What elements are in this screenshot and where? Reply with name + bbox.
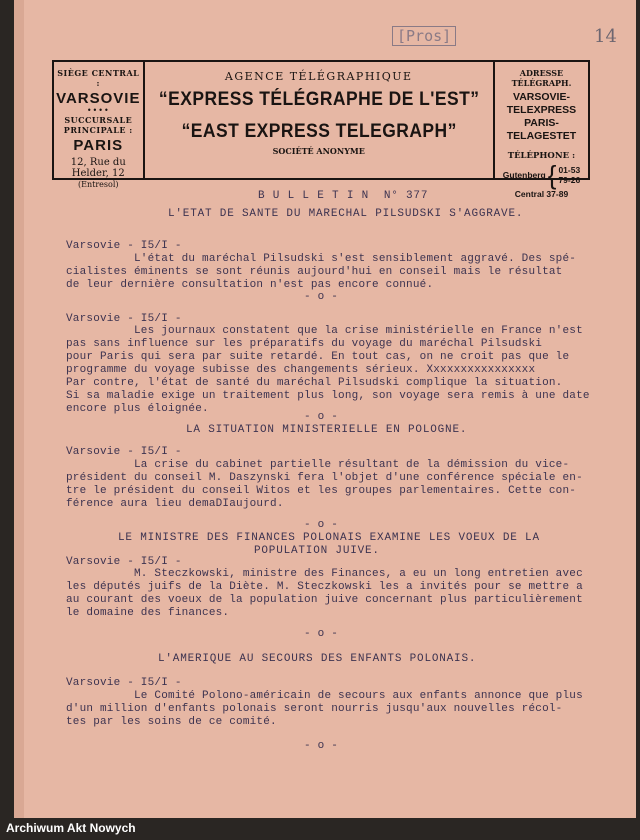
separator: - o - bbox=[304, 519, 339, 531]
archive-footer bbox=[0, 818, 640, 840]
headline: LA SITUATION MINISTERIELLE EN POLOGNE. bbox=[186, 424, 468, 436]
succursale-address: 12, Rue du Helder, 12 bbox=[70, 157, 126, 179]
archive-name: Archiwum Akt Nowych bbox=[6, 821, 136, 835]
text-line: Le Comité Polono-américain de secours aux enfants annonce que plus bbox=[66, 690, 583, 702]
phone-numbers bbox=[495, 160, 588, 190]
telephone-label: TÉLÉPHONE : bbox=[507, 151, 576, 161]
phone-exchange: Gutenberg bbox=[502, 170, 546, 180]
pencil-box-annotation: [Pros] bbox=[392, 26, 456, 46]
separator: - o - bbox=[304, 291, 339, 303]
agency-name-english: “EAST EXPRESS TELEGRAPH” bbox=[181, 121, 457, 142]
text-line: le domaine des finances. bbox=[66, 607, 230, 619]
brace-glyph: { bbox=[547, 160, 557, 190]
text-line: au courant des voeux de la population juive concernant plus particulièrement bbox=[66, 594, 583, 606]
societe-anonyme: SOCIÉTÉ ANONYME bbox=[272, 146, 365, 156]
succursale-label: SUCCURSALE PRINCIPALE : bbox=[63, 115, 133, 135]
text-line: d'un million d'enfants polonais seront nourris jusqu'aux nouvelles récol- bbox=[66, 703, 563, 715]
text-line: L'état du maréchal Pilsudski s'est sensiblement aggravé. Des spé- bbox=[66, 253, 577, 265]
succursale-city: PARIS bbox=[73, 137, 124, 154]
siege-label: SIÈGE CENTRAL : bbox=[57, 68, 140, 88]
phone-list bbox=[558, 163, 580, 187]
text-line: M. Steczkowski, ministre des Finances, a eu un long entretien avec bbox=[66, 568, 583, 580]
letterhead-contacts bbox=[493, 62, 588, 199]
telegraph-address-paris: PARIS-TELAGESTET bbox=[506, 117, 577, 142]
text-line: les députés juifs de la Diète. M. Steczkowski les a invités pour se mettre a bbox=[66, 581, 583, 593]
pencil-page-number: 14 bbox=[594, 26, 617, 47]
agency-label: AGENCE TÉLÉGRAPHIQUE bbox=[224, 70, 413, 83]
text-line: Les journaux constatent que la crise ministérielle en France n'est bbox=[66, 325, 583, 337]
dateline: Varsovie - I5/I - bbox=[66, 556, 182, 568]
page-edge bbox=[14, 0, 24, 818]
text-line: pour Paris qui sera par suite retardé. En tout cas, on ne croit pas que le bbox=[66, 351, 570, 363]
text-line: Si sa maladie exige un traitement plus long, son voyage sera remis à une date bbox=[66, 390, 590, 402]
text-line: président du conseil M. Daszynski fera l'objet d'une conférence spéciale en- bbox=[66, 472, 583, 484]
phone-central: Central 37-89 bbox=[514, 189, 569, 199]
headline: L'ETAT DE SANTE DU MARECHAL PILSUDSKI S'AGGRAVE. bbox=[168, 208, 524, 220]
phone-number: 01-53 bbox=[558, 165, 581, 175]
phone-number: 79-26 bbox=[558, 175, 581, 185]
telegraph-label: ADRESSE TÉLÉGRAPH. bbox=[511, 68, 572, 88]
separator: - o - bbox=[304, 740, 339, 752]
separator: - o - bbox=[304, 411, 339, 423]
letterhead-title bbox=[145, 62, 493, 178]
siege-city: VARSOVIE bbox=[56, 90, 141, 107]
dots-divider: •••• bbox=[86, 106, 110, 115]
text-line: tre le président du conseil Witos et les groupes parlementaires. Cette con- bbox=[66, 485, 577, 497]
text-line: programme du voyage subisse des changements sérieux. Xxxxxxxxxxxxxxxx bbox=[66, 364, 536, 376]
dateline: Varsovie - I5/I - bbox=[66, 446, 182, 458]
bulletin-title: B U L L E T I N N° 377 bbox=[258, 190, 429, 202]
headline: LE MINISTRE DES FINANCES POLONAIS EXAMINE LES VOEUX DE LA bbox=[118, 532, 540, 544]
text-line: encore plus éloignée. bbox=[66, 403, 209, 415]
dateline: Varsovie - I5/I - bbox=[66, 677, 182, 689]
dateline: Varsovie - I5/I - bbox=[66, 313, 182, 325]
text-line: La crise du cabinet partielle résultant de la démission du vice- bbox=[66, 459, 570, 471]
telegraph-address-varsovie: VARSOVIE-TELEXPRESS bbox=[506, 91, 577, 116]
headline: L'AMERIQUE AU SECOURS DES ENFANTS POLONAIS. bbox=[158, 653, 477, 665]
entresol-note: (Entresol) bbox=[78, 180, 119, 189]
agency-name-french: “EXPRESS TÉLÉGRAPHE DE L'EST” bbox=[158, 89, 480, 110]
separator: - o - bbox=[304, 628, 339, 640]
text-line: pas sans influence sur les préparatifs du voyage du maréchal Pilsudski bbox=[66, 338, 543, 350]
text-line: tes par les soins de ce comité. bbox=[66, 716, 277, 728]
text-line: de leur dernière consultation n'est pas encore connué. bbox=[66, 279, 434, 291]
text-line: Par contre, l'état de santé du maréchal Pilsudski complique la situation. bbox=[66, 377, 563, 389]
dateline: Varsovie - I5/I - bbox=[66, 240, 182, 252]
text-line: cialistes éminents se sont réunis aujourd'hui en conseil mais le résultat bbox=[66, 266, 563, 278]
headline: POPULATION JUIVE. bbox=[254, 545, 380, 557]
letterhead-offices bbox=[54, 62, 145, 189]
text-line: férence aura lieu demaDIaujourd. bbox=[66, 498, 284, 510]
